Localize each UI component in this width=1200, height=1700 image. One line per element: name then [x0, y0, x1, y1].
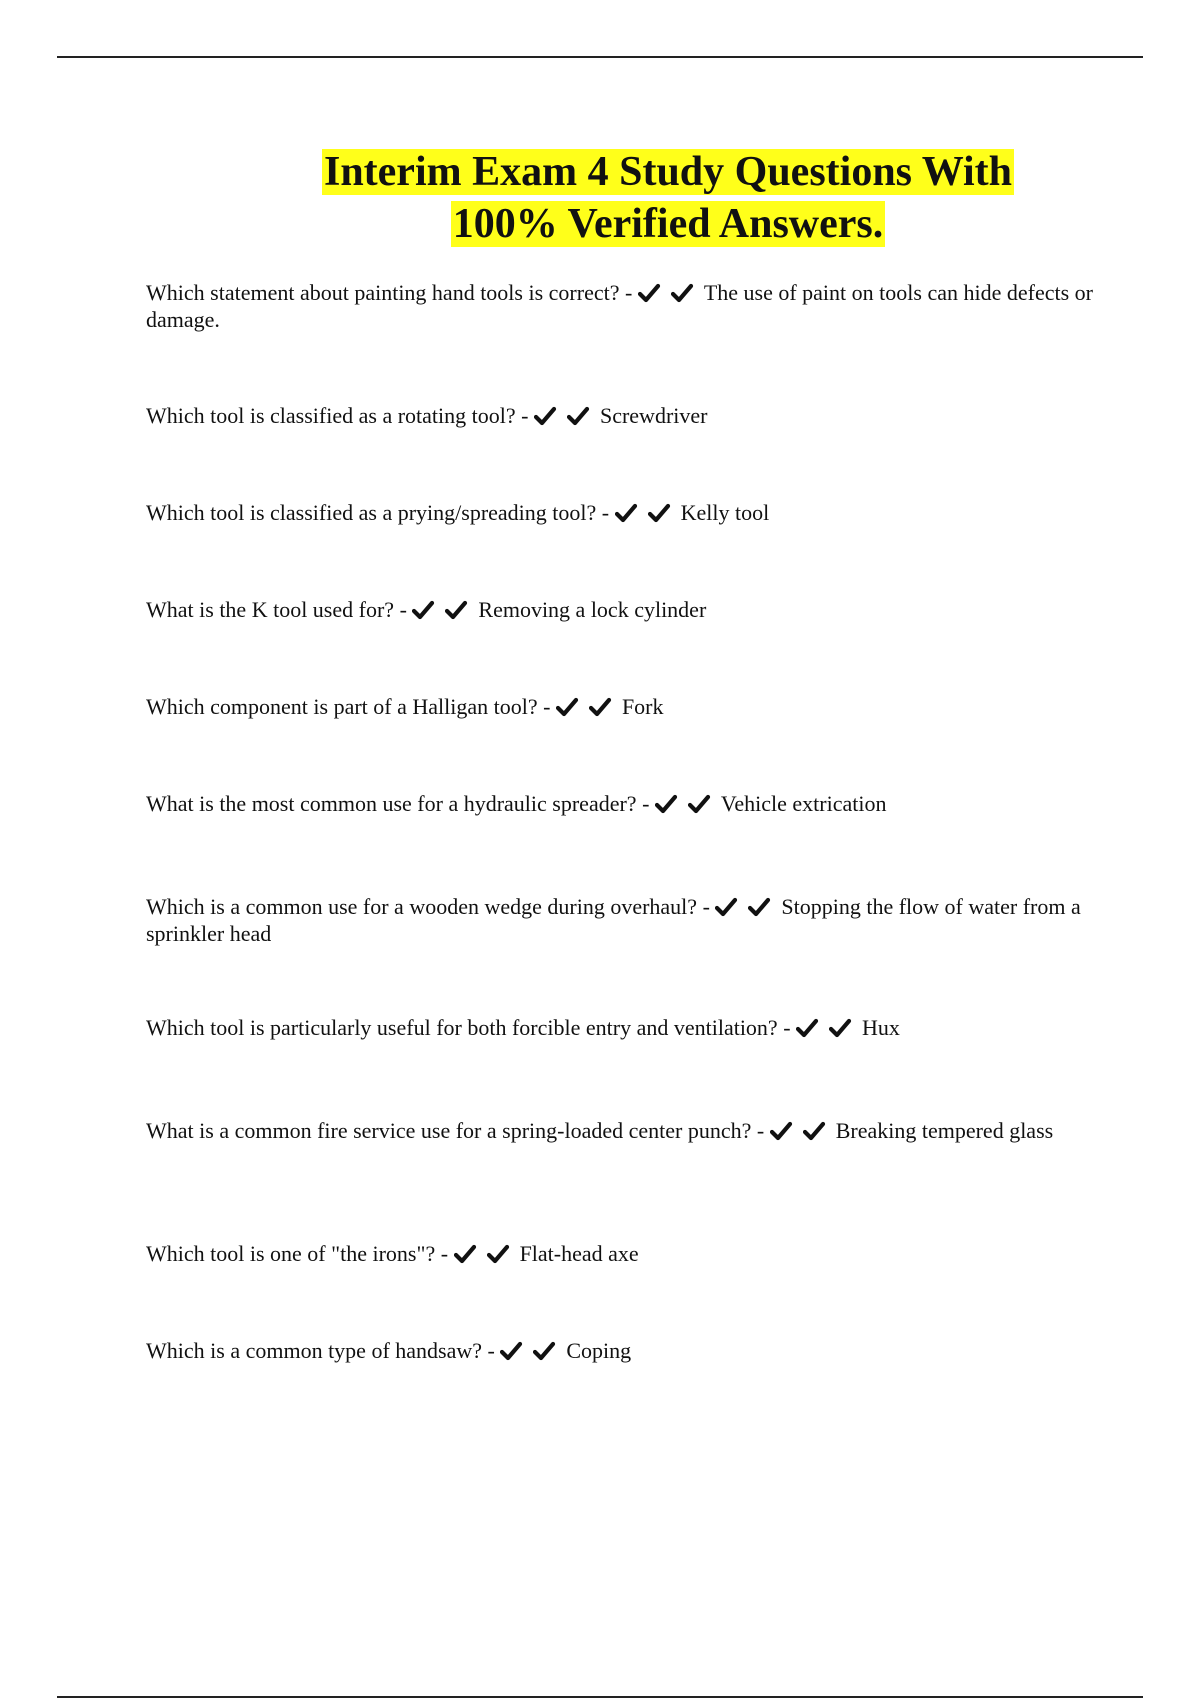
checkmark-icon [715, 897, 743, 917]
qa-item [146, 279, 1106, 333]
separator: - [636, 791, 655, 816]
answer-text: Flat-head axe [519, 1241, 639, 1266]
checkmark-icon [589, 697, 617, 717]
checkmark-icon [671, 283, 699, 303]
separator: - [435, 1241, 454, 1266]
separator: - [777, 1015, 797, 1040]
question-text: What is the most common use for a hydraulic spreader? [146, 791, 637, 816]
separator: - [751, 1118, 770, 1143]
checkmark-icon [770, 1121, 798, 1141]
qa-item [146, 402, 1106, 429]
question-text: What is a common fire service use for a spring-loaded center punch? [146, 1118, 752, 1143]
answer-text: Hux [862, 1015, 900, 1040]
checkmark-icon [803, 1121, 831, 1141]
checkmark-icon [688, 794, 716, 814]
question-text: Which component is part of a Halligan tool? [146, 694, 538, 719]
answer-text: Stopping the flow of water from a sprinkler head [146, 894, 1081, 946]
checkmark-icon [534, 406, 562, 426]
question-text: Which tool is one of "the irons"? [146, 1241, 436, 1266]
checkmark-icon [445, 600, 473, 620]
footer-rule [57, 1696, 1143, 1698]
answer-text: Coping [566, 1338, 632, 1363]
qa-item [146, 693, 1106, 720]
checkmark-icon [829, 1018, 857, 1038]
checkmark-icon [796, 1018, 824, 1038]
checkmark-icon [655, 794, 683, 814]
separator: - [697, 894, 716, 919]
checkmark-icon [748, 897, 776, 917]
qa-item [146, 1014, 1106, 1041]
checkmark-icon [487, 1244, 515, 1264]
checkmark-icon [615, 503, 643, 523]
checkmark-icon [500, 1341, 528, 1361]
page-title [300, 146, 1036, 250]
qa-item [146, 1117, 1106, 1144]
qa-item [146, 790, 1106, 817]
question-text: Which is a common use for a wooden wedge during overhaul? [146, 894, 698, 919]
qa-item [146, 893, 1106, 947]
checkmark-icon [556, 697, 584, 717]
question-text: Which statement about painting hand tools is correct? [146, 280, 620, 305]
qa-item [146, 499, 1106, 526]
checkmark-icon [638, 283, 666, 303]
answer-text: Kelly tool [680, 500, 770, 525]
page-title-line-1: Interim Exam 4 Study Questions With [323, 149, 1013, 195]
checkmark-icon [567, 406, 595, 426]
separator: - [596, 500, 615, 525]
question-text: Which tool is classified as a rotating tool? [146, 403, 516, 428]
answer-text: Breaking tempered glass [835, 1118, 1054, 1143]
checkmark-icon [648, 503, 676, 523]
checkmark-icon [533, 1341, 561, 1361]
separator: - [394, 597, 413, 622]
separator: - [619, 280, 638, 305]
header-rule [57, 56, 1143, 58]
question-text: Which is a common type of handsaw? [146, 1338, 483, 1363]
checkmark-icon [454, 1244, 482, 1264]
question-text: Which tool is classified as a prying/spreading tool? [146, 500, 597, 525]
answer-text: Removing a lock cylinder [478, 597, 707, 622]
qa-item [146, 1240, 1106, 1267]
answer-text: Fork [621, 694, 664, 719]
separator: - [482, 1338, 501, 1363]
separator: - [537, 694, 556, 719]
question-text: What is the K tool used for? [146, 597, 395, 622]
separator: - [515, 403, 534, 428]
checkmark-icon [412, 600, 440, 620]
answer-text: The use of paint on tools can hide defects or damage. [146, 280, 1093, 332]
qa-item [146, 596, 1106, 623]
page-title-line-2: 100% Verified Answers. [452, 201, 884, 247]
qa-item [146, 1337, 1106, 1364]
question-text: Which tool is particularly useful for both forcible entry and ventilation? [146, 1015, 778, 1040]
answer-text: Vehicle extrication [720, 791, 887, 816]
answer-text: Screwdriver [599, 403, 708, 428]
